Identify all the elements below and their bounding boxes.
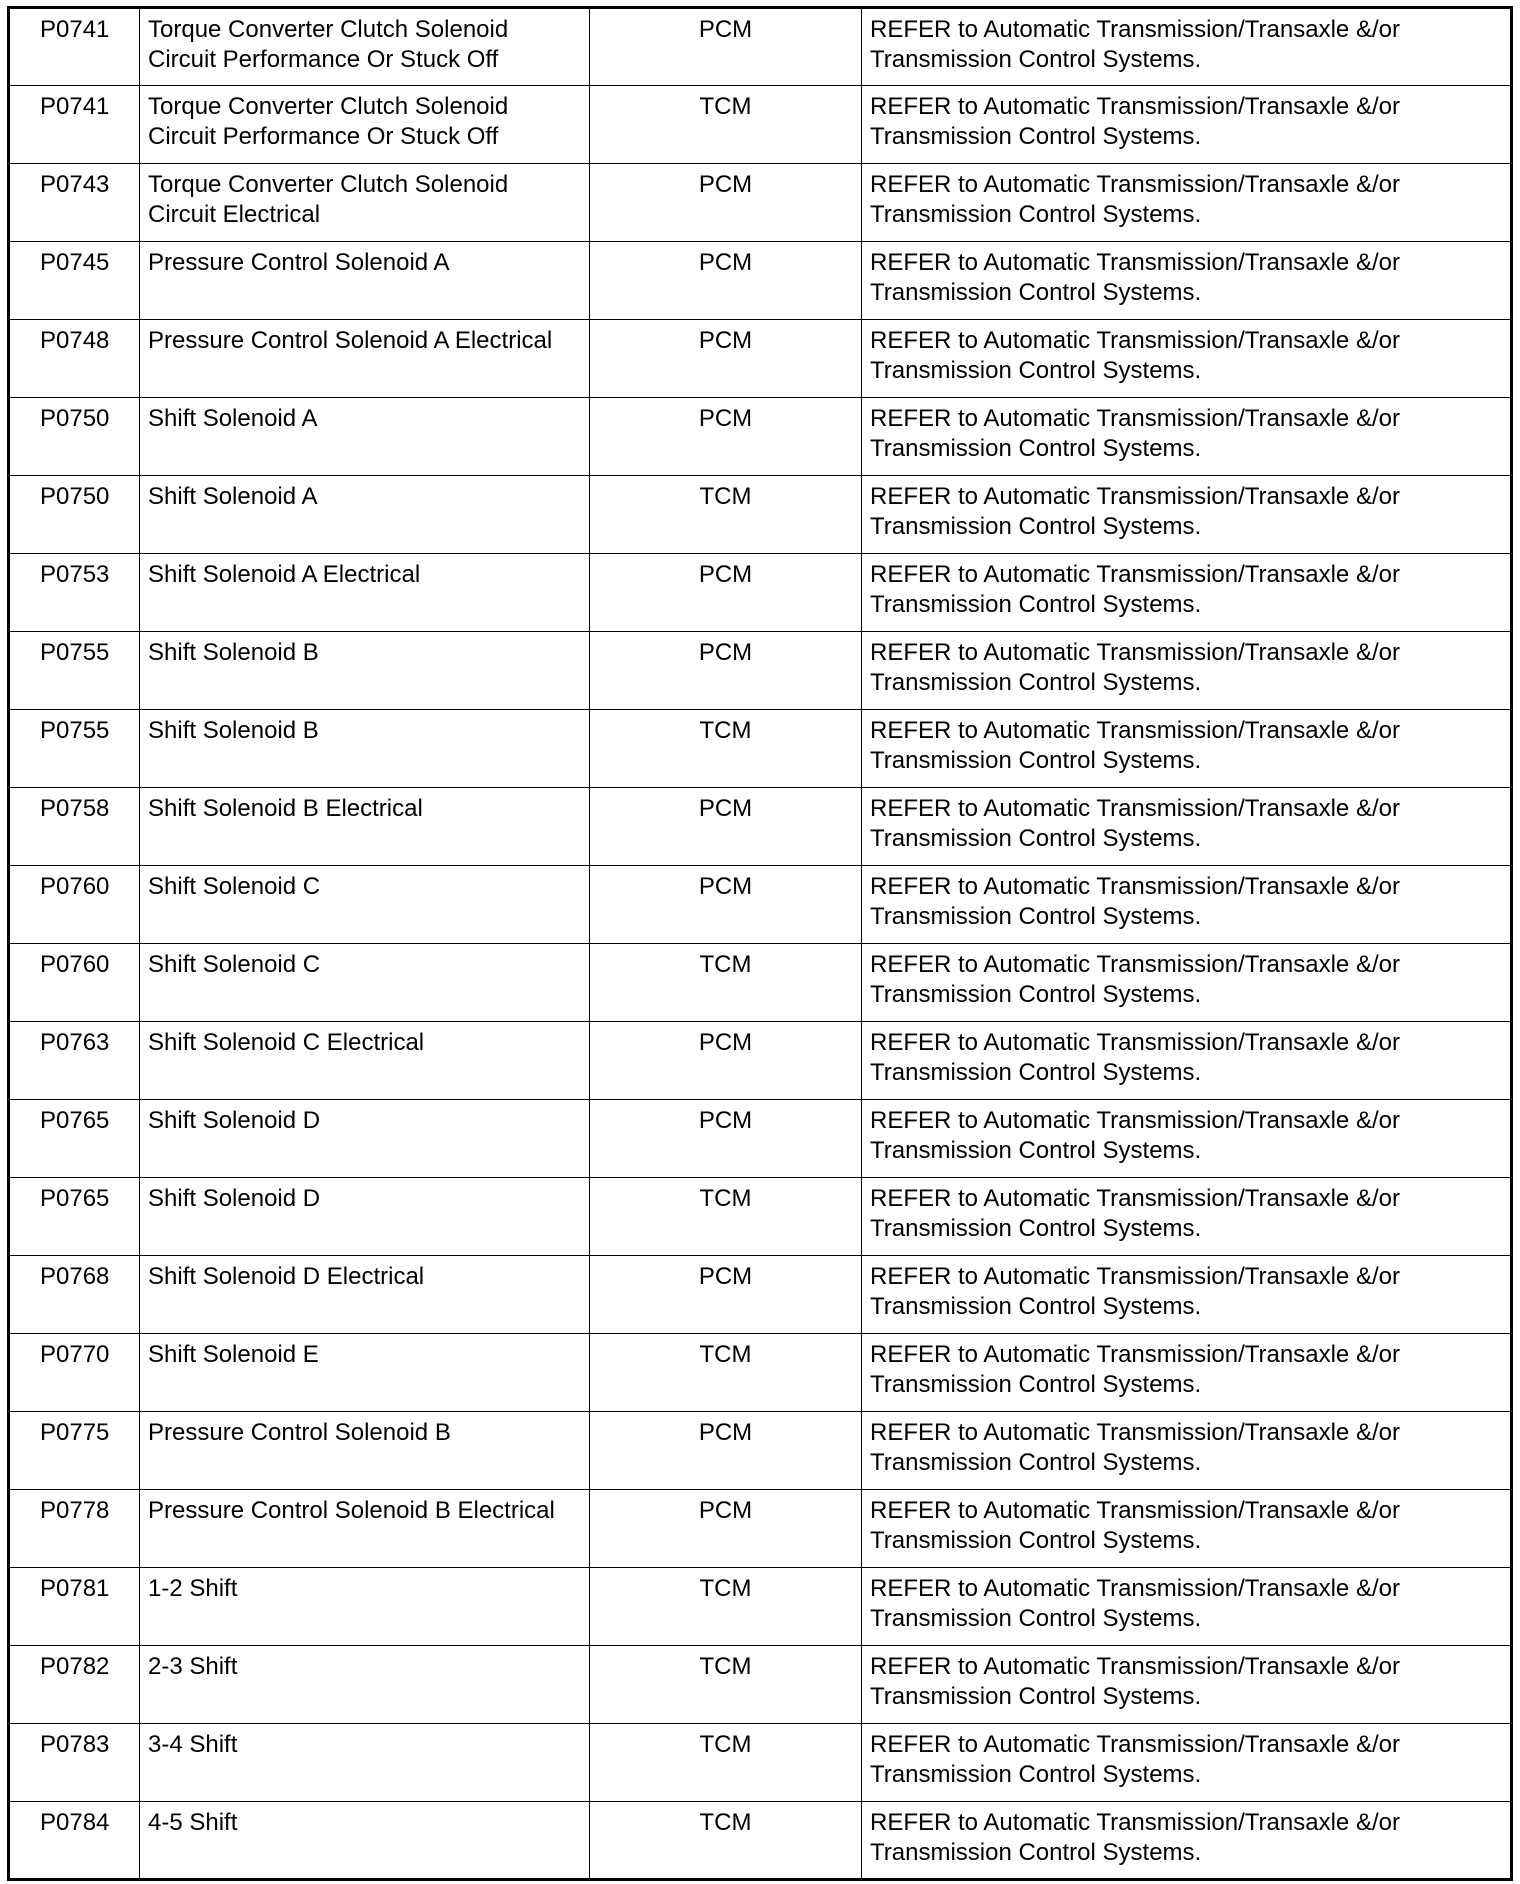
table-row (9, 476, 1512, 554)
dtc-module-cell: TCM (590, 1178, 862, 1256)
dtc-code-cell: P0765 (9, 1100, 140, 1178)
dtc-description-cell: Shift Solenoid C (140, 944, 590, 1022)
dtc-description-cell: Shift Solenoid A Electrical (140, 554, 590, 632)
dtc-module-cell: PCM (590, 1022, 862, 1100)
dtc-action-cell: REFER to Automatic Transmission/Transaxle &/or Transmission Control Systems. (862, 1334, 1512, 1412)
dtc-action-cell: REFER to Automatic Transmission/Transaxle &/or Transmission Control Systems. (862, 632, 1512, 710)
table-row (9, 1490, 1512, 1568)
dtc-action-cell: REFER to Automatic Transmission/Transaxle &/or Transmission Control Systems. (862, 1100, 1512, 1178)
dtc-code-cell: P0755 (9, 632, 140, 710)
dtc-code-cell: P0778 (9, 1490, 140, 1568)
dtc-code-cell: P0783 (9, 1724, 140, 1802)
dtc-description-cell: Pressure Control Solenoid A Electrical (140, 320, 590, 398)
table-row (9, 1100, 1512, 1178)
dtc-module-cell: PCM (590, 554, 862, 632)
dtc-code-cell: P0750 (9, 398, 140, 476)
dtc-code-cell: P0758 (9, 788, 140, 866)
dtc-code-cell: P0741 (9, 8, 140, 86)
dtc-code-cell: P0760 (9, 944, 140, 1022)
dtc-action-cell: REFER to Automatic Transmission/Transaxle &/or Transmission Control Systems. (862, 1802, 1512, 1880)
dtc-description-cell: Pressure Control Solenoid A (140, 242, 590, 320)
dtc-action-cell: REFER to Automatic Transmission/Transaxle &/or Transmission Control Systems. (862, 1490, 1512, 1568)
dtc-action-cell: REFER to Automatic Transmission/Transaxle &/or Transmission Control Systems. (862, 320, 1512, 398)
dtc-table-body (9, 8, 1512, 1880)
dtc-module-cell: TCM (590, 710, 862, 788)
table-row (9, 866, 1512, 944)
dtc-description-cell: 4-5 Shift (140, 1802, 590, 1880)
table-row (9, 944, 1512, 1022)
dtc-action-cell: REFER to Automatic Transmission/Transaxle &/or Transmission Control Systems. (862, 866, 1512, 944)
table-row (9, 710, 1512, 788)
table-row (9, 1022, 1512, 1100)
dtc-code-cell: P0768 (9, 1256, 140, 1334)
dtc-action-cell: REFER to Automatic Transmission/Transaxle &/or Transmission Control Systems. (862, 8, 1512, 86)
table-row (9, 398, 1512, 476)
dtc-module-cell: PCM (590, 398, 862, 476)
dtc-action-cell: REFER to Automatic Transmission/Transaxle &/or Transmission Control Systems. (862, 788, 1512, 866)
table-row (9, 320, 1512, 398)
dtc-module-cell: TCM (590, 1724, 862, 1802)
dtc-module-cell: TCM (590, 1646, 862, 1724)
table-row (9, 1724, 1512, 1802)
dtc-action-cell: REFER to Automatic Transmission/Transaxle &/or Transmission Control Systems. (862, 476, 1512, 554)
dtc-code-cell: P0765 (9, 1178, 140, 1256)
table-row (9, 1412, 1512, 1490)
dtc-description-cell: Shift Solenoid B (140, 632, 590, 710)
dtc-description-cell: Shift Solenoid A (140, 476, 590, 554)
table-row (9, 1256, 1512, 1334)
dtc-description-cell: 1-2 Shift (140, 1568, 590, 1646)
dtc-code-cell: P0784 (9, 1802, 140, 1880)
dtc-module-cell: PCM (590, 1490, 862, 1568)
table-row (9, 788, 1512, 866)
dtc-module-cell: PCM (590, 632, 862, 710)
dtc-code-cell: P0755 (9, 710, 140, 788)
dtc-module-cell: TCM (590, 476, 862, 554)
dtc-description-cell: Shift Solenoid D (140, 1178, 590, 1256)
dtc-action-cell: REFER to Automatic Transmission/Transaxle &/or Transmission Control Systems. (862, 242, 1512, 320)
dtc-code-cell: P0750 (9, 476, 140, 554)
dtc-module-cell: PCM (590, 1256, 862, 1334)
dtc-code-cell: P0745 (9, 242, 140, 320)
table-row (9, 164, 1512, 242)
dtc-code-cell: P0763 (9, 1022, 140, 1100)
dtc-code-cell: P0748 (9, 320, 140, 398)
dtc-module-cell: TCM (590, 1334, 862, 1412)
dtc-action-cell: REFER to Automatic Transmission/Transaxle &/or Transmission Control Systems. (862, 554, 1512, 632)
dtc-description-cell: Shift Solenoid C Electrical (140, 1022, 590, 1100)
dtc-action-cell: REFER to Automatic Transmission/Transaxle &/or Transmission Control Systems. (862, 1724, 1512, 1802)
dtc-description-cell: Shift Solenoid B Electrical (140, 788, 590, 866)
dtc-code-cell: P0781 (9, 1568, 140, 1646)
dtc-code-cell: P0741 (9, 86, 140, 164)
dtc-module-cell: PCM (590, 788, 862, 866)
dtc-description-cell: 3-4 Shift (140, 1724, 590, 1802)
dtc-description-cell: Pressure Control Solenoid B Electrical (140, 1490, 590, 1568)
dtc-description-cell: Torque Converter Clutch Solenoid Circuit Performance Or Stuck Off (140, 8, 590, 86)
dtc-module-cell: PCM (590, 1100, 862, 1178)
dtc-action-cell: REFER to Automatic Transmission/Transaxle &/or Transmission Control Systems. (862, 1646, 1512, 1724)
dtc-code-cell: P0753 (9, 554, 140, 632)
table-row (9, 1334, 1512, 1412)
dtc-module-cell: PCM (590, 242, 862, 320)
dtc-description-cell: 2-3 Shift (140, 1646, 590, 1724)
dtc-action-cell: REFER to Automatic Transmission/Transaxle &/or Transmission Control Systems. (862, 398, 1512, 476)
table-row (9, 1568, 1512, 1646)
dtc-module-cell: TCM (590, 944, 862, 1022)
dtc-action-cell: REFER to Automatic Transmission/Transaxle &/or Transmission Control Systems. (862, 710, 1512, 788)
table-row (9, 1646, 1512, 1724)
dtc-description-cell: Shift Solenoid D (140, 1100, 590, 1178)
dtc-action-cell: REFER to Automatic Transmission/Transaxle &/or Transmission Control Systems. (862, 86, 1512, 164)
dtc-description-cell: Shift Solenoid C (140, 866, 590, 944)
dtc-module-cell: TCM (590, 86, 862, 164)
dtc-description-cell: Shift Solenoid B (140, 710, 590, 788)
dtc-action-cell: REFER to Automatic Transmission/Transaxle &/or Transmission Control Systems. (862, 1568, 1512, 1646)
dtc-module-cell: PCM (590, 8, 862, 86)
table-row (9, 86, 1512, 164)
dtc-code-cell: P0760 (9, 866, 140, 944)
dtc-code-cell: P0775 (9, 1412, 140, 1490)
dtc-code-cell: P0770 (9, 1334, 140, 1412)
dtc-action-cell: REFER to Automatic Transmission/Transaxle &/or Transmission Control Systems. (862, 1412, 1512, 1490)
dtc-module-cell: PCM (590, 164, 862, 242)
dtc-code-cell: P0743 (9, 164, 140, 242)
dtc-description-cell: Torque Converter Clutch Solenoid Circuit Performance Or Stuck Off (140, 86, 590, 164)
dtc-table (7, 6, 1513, 1881)
dtc-code-cell: P0782 (9, 1646, 140, 1724)
table-row (9, 554, 1512, 632)
table-row (9, 8, 1512, 86)
dtc-module-cell: PCM (590, 320, 862, 398)
dtc-action-cell: REFER to Automatic Transmission/Transaxle &/or Transmission Control Systems. (862, 164, 1512, 242)
table-row (9, 632, 1512, 710)
dtc-description-cell: Shift Solenoid A (140, 398, 590, 476)
dtc-action-cell: REFER to Automatic Transmission/Transaxle &/or Transmission Control Systems. (862, 1256, 1512, 1334)
dtc-module-cell: PCM (590, 1412, 862, 1490)
table-row (9, 242, 1512, 320)
dtc-module-cell: PCM (590, 866, 862, 944)
dtc-description-cell: Torque Converter Clutch Solenoid Circuit Electrical (140, 164, 590, 242)
dtc-description-cell: Shift Solenoid E (140, 1334, 590, 1412)
dtc-action-cell: REFER to Automatic Transmission/Transaxle &/or Transmission Control Systems. (862, 944, 1512, 1022)
dtc-action-cell: REFER to Automatic Transmission/Transaxle &/or Transmission Control Systems. (862, 1178, 1512, 1256)
dtc-module-cell: TCM (590, 1802, 862, 1880)
table-row (9, 1802, 1512, 1880)
dtc-description-cell: Pressure Control Solenoid B (140, 1412, 590, 1490)
dtc-description-cell: Shift Solenoid D Electrical (140, 1256, 590, 1334)
dtc-module-cell: TCM (590, 1568, 862, 1646)
table-row (9, 1178, 1512, 1256)
dtc-action-cell: REFER to Automatic Transmission/Transaxle &/or Transmission Control Systems. (862, 1022, 1512, 1100)
